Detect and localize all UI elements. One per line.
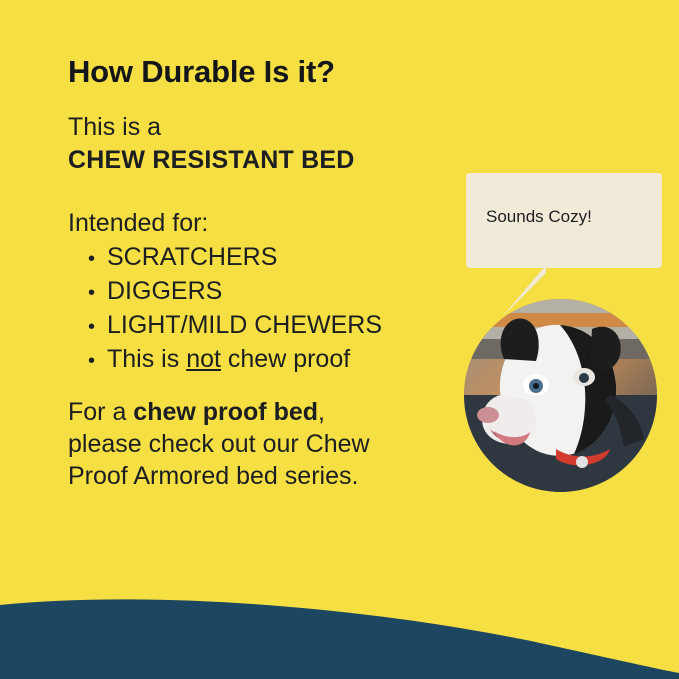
dog-photo	[464, 299, 657, 492]
bullet-text-post: chew proof	[220, 345, 351, 373]
closing-line-3: Proof Armored bed series.	[68, 462, 359, 490]
intended-for-label: Intended for:	[68, 209, 209, 237]
bullet-text-emphasis: not	[186, 345, 221, 373]
bullet-marker: •	[88, 316, 96, 338]
bottom-wave-decoration	[0, 569, 679, 679]
intro-paragraph	[68, 111, 354, 177]
bullet-list	[88, 241, 382, 377]
bullet-marker: •	[88, 350, 96, 372]
page-title: How Durable Is it?	[68, 53, 335, 89]
speech-bubble	[466, 173, 662, 268]
list-item	[88, 241, 382, 275]
intro-line-2: CHEW RESISTANT BED	[68, 146, 355, 174]
list-item	[88, 309, 382, 343]
closing-paragraph	[68, 396, 468, 492]
closing-line-2: please check out our Chew	[68, 430, 370, 458]
closing-pre: For a	[68, 398, 134, 426]
bullet-text: DIGGERS	[107, 277, 223, 305]
closing-bold: chew proof bed	[133, 398, 319, 426]
speech-bubble-text: Sounds Cozy!	[486, 207, 592, 226]
list-item	[88, 275, 382, 309]
closing-post: ,	[318, 398, 325, 426]
dog-photo-image	[464, 299, 657, 492]
list-item	[88, 343, 382, 377]
bullet-text-pre: This is	[107, 345, 187, 373]
bullet-marker: •	[88, 282, 96, 304]
bullet-marker: •	[88, 248, 96, 270]
bullet-text: LIGHT/MILD CHEWERS	[107, 311, 383, 339]
intro-line-1: This is a	[68, 113, 162, 141]
bullet-text: SCRATCHERS	[107, 243, 278, 271]
